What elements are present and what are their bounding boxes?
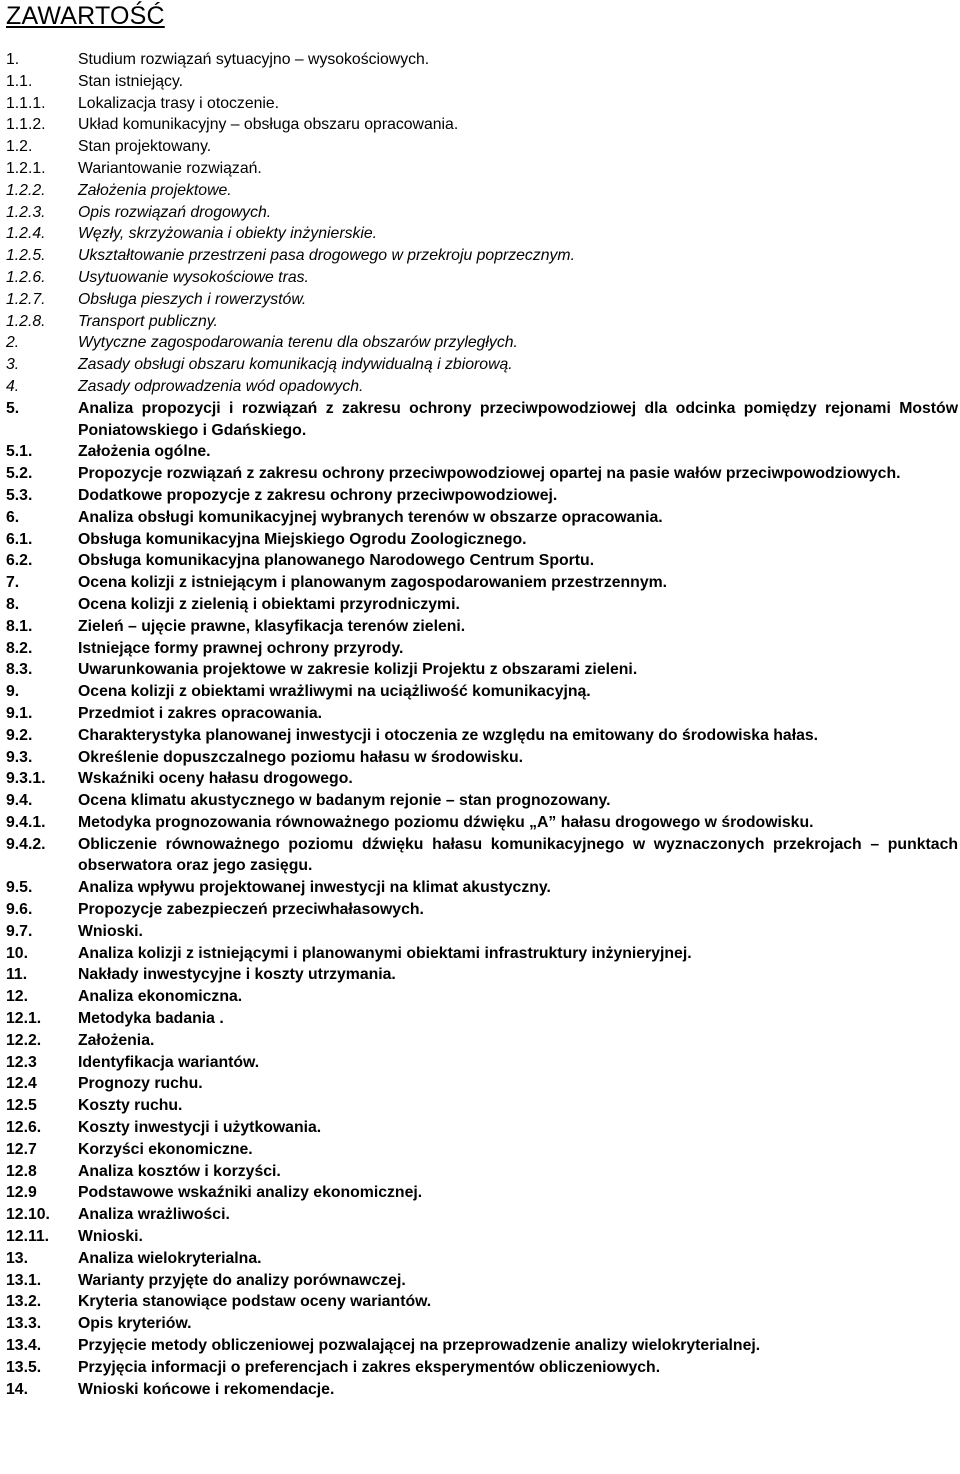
toc-entry-title: Opis kryteriów. (78, 1315, 192, 1333)
toc-entry-number: 9.3.1. (6, 770, 46, 788)
toc-entry (0, 1357, 960, 1379)
toc-entry-title: Ukształtowanie przestrzeni pasa drogowego w przekroju poprzecznym. (78, 247, 575, 265)
toc-entry (0, 49, 960, 71)
toc-entry-number: 12. (6, 988, 28, 1006)
toc-entry-title: Obsługa komunikacyjna Miejskiego Ogrodu Zoologicznego. (78, 530, 527, 548)
toc-entry-number: 1.2.4. (6, 225, 46, 243)
toc-entry-title: Istniejące formy prawnej ochrony przyrody. (78, 639, 404, 657)
toc-entry-number: 1.2.5. (6, 247, 46, 265)
toc-entry (0, 550, 960, 572)
toc-entry (0, 202, 960, 224)
toc-entry-number: 8.1. (6, 617, 33, 635)
toc-entry-number: 1.2.6. (6, 268, 46, 286)
toc-entry-title: Podstawowe wskaźniki analizy ekonomicznej. (78, 1184, 423, 1202)
toc-entry-number: 6.2. (6, 552, 33, 570)
toc-entry-number: 5.1. (6, 443, 33, 461)
toc-entry (0, 245, 960, 267)
toc-entry-title: Wnioski. (78, 922, 143, 940)
toc-entry (0, 180, 960, 202)
toc-entry-number: 1.2. (6, 138, 33, 156)
toc-entry-number: 7. (6, 574, 20, 592)
toc-entry-title: Wnioski. (78, 1228, 143, 1246)
toc-entry-title: Wariantowanie rozwiązań. (78, 159, 262, 177)
toc-entry-title: Wytyczne zagospodarowania terenu dla obszarów przyległych. (78, 334, 518, 352)
toc-entry (0, 332, 960, 354)
toc-entry-number: 14. (6, 1380, 28, 1398)
toc-entry-title: Przyjęcia informacji o preferencjach i zakres eksperymentów obliczeniowych. (78, 1358, 661, 1376)
toc-entry-title: Usytuowanie wysokościowe tras. (78, 268, 309, 286)
toc-entry-title: Węzły, skrzyżowania i obiekty inżynierskie. (78, 225, 378, 243)
toc-entry (0, 1270, 960, 1292)
toc-entry (0, 1204, 960, 1226)
toc-entry-title: Transport publiczny. (78, 312, 218, 330)
toc-entry-title: Analiza kosztów i korzyści. (78, 1162, 281, 1180)
toc-entry (0, 790, 960, 812)
toc-entry-title: Studium rozwiązań sytuacyjno – wysokościowych. (78, 51, 430, 68)
toc-entry-number: 1.2.1. (6, 159, 46, 177)
table-of-contents (0, 49, 960, 1400)
toc-entry (0, 463, 960, 485)
toc-entry-number: 9.5. (6, 879, 33, 897)
toc-entry-number: 12.6. (6, 1119, 42, 1137)
toc-entry-title: Wskaźniki oceny hałasu drogowego. (78, 770, 353, 788)
toc-entry (0, 267, 960, 289)
toc-entry (0, 311, 960, 333)
toc-entry-number: 9.4.1. (6, 813, 46, 831)
toc-entry-title: Analiza wielokryterialna. (78, 1249, 262, 1267)
toc-entry-number: 4. (6, 377, 20, 395)
toc-entry-number: 9.4. (6, 792, 33, 810)
toc-entry-number: 5. (6, 399, 20, 417)
toc-entry-title: Metodyka prognozowania równoważnego poziomu dźwięku „A” hałasu drogowego w środowisku. (78, 813, 814, 831)
toc-entry-number: 12.4 (6, 1075, 37, 1093)
toc-entry (0, 768, 960, 790)
toc-entry (0, 376, 960, 398)
toc-entry-title: Założenia. (78, 1031, 155, 1049)
toc-entry-title: Określenie dopuszczalnego poziomu hałasu w środowisku. (78, 748, 524, 766)
toc-entry (0, 616, 960, 638)
toc-entry (0, 594, 960, 616)
toc-entry-number: 9.6. (6, 901, 33, 919)
toc-entry-number: 9.7. (6, 922, 33, 940)
toc-entry-title: Obliczenie równoważnego poziomu dźwięku hałasu komunikacyjnego w wyznaczonych przekrojach – punktach obserwatora oraz jego zasięgu. (78, 835, 958, 875)
toc-entry-number: 2. (6, 334, 20, 352)
toc-entry (0, 289, 960, 311)
toc-entry (0, 1052, 960, 1074)
toc-entry-number: 1.2.3. (6, 203, 46, 221)
toc-entry (0, 93, 960, 115)
toc-entry (0, 812, 960, 834)
toc-entry-title: Nakłady inwestycyjne i koszty utrzymania. (78, 966, 396, 984)
toc-entry-title: Ocena kolizji z obiektami wrażliwymi na uciążliwość komunikacyjną. (78, 683, 591, 701)
toc-entry-number: 1.1.1. (6, 94, 46, 112)
toc-entry-title: Analiza propozycji i rozwiązań z zakresu ochrony przeciwpowodziowej dla odcinka pomiędzy rejonami Mostów Poniatowskiego i Gdańskiego. (78, 399, 958, 439)
toc-entry-title: Metodyka badania . (78, 1010, 224, 1028)
toc-entry-number: 13.2. (6, 1293, 42, 1311)
toc-entry-number: 12.7 (6, 1140, 37, 1158)
toc-entry-title: Analiza wrażliwości. (78, 1206, 230, 1224)
toc-entry-number: 12.10. (6, 1206, 50, 1224)
toc-entry-number: 8.2. (6, 639, 33, 657)
toc-entry-number: 13.5. (6, 1358, 42, 1376)
toc-entry (0, 964, 960, 986)
toc-entry-number: 9. (6, 683, 20, 701)
toc-entry (0, 943, 960, 965)
toc-entry-title: Zasady odprowadzenia wód opadowych. (78, 377, 364, 395)
toc-entry-title: Analiza kolizji z istniejącymi i planowanymi obiektami infrastruktury inżynieryjnej. (78, 944, 692, 962)
toc-entry (0, 1095, 960, 1117)
toc-entry-title: Ocena kolizji z zielenią i obiektami przyrodniczymi. (78, 595, 460, 613)
toc-entry (0, 158, 960, 180)
toc-entry-title: Stan projektowany. (78, 138, 212, 156)
toc-entry-number: 1.2.8. (6, 312, 46, 330)
toc-entry-title: Zieleń – ujęcie prawne, klasyfikacja terenów zieleni. (78, 617, 466, 635)
toc-entry-number: 1. (6, 51, 20, 68)
toc-entry (0, 899, 960, 921)
toc-entry-title: Przyjęcie metody obliczeniowej pozwalającej na przeprowadzenie analizy wielokryterialnej. (78, 1337, 761, 1355)
toc-entry-number: 8. (6, 595, 20, 613)
toc-entry-title: Koszty ruchu. (78, 1097, 183, 1115)
toc-entry-title: Układ komunikacyjny – obsługa obszaru opracowania. (78, 116, 459, 134)
toc-entry-title: Identyfikacja wariantów. (78, 1053, 260, 1071)
toc-entry-title: Zasady obsługi obszaru komunikacją indywidualną i zbiorową. (78, 356, 513, 374)
toc-entry (0, 223, 960, 245)
toc-entry (0, 354, 960, 376)
toc-entry-number: 12.5 (6, 1097, 37, 1115)
toc-entry (0, 441, 960, 463)
toc-entry-title: Analiza obsługi komunikacyjnej wybranych terenów w obszarze opracowania. (78, 508, 663, 526)
toc-entry (0, 1073, 960, 1095)
toc-entry (0, 485, 960, 507)
toc-entry (0, 659, 960, 681)
toc-entry-title: Analiza wpływu projektowanej inwestycji na klimat akustyczny. (78, 879, 551, 897)
toc-entry-number: 9.2. (6, 726, 33, 744)
toc-entry (0, 114, 960, 136)
toc-entry-title: Obsługa pieszych i rowerzystów. (78, 290, 307, 308)
toc-entry-title: Opis rozwiązań drogowych. (78, 203, 272, 221)
toc-entry-title: Warianty przyjęte do analizy porównawczej. (78, 1271, 406, 1289)
toc-entry-title: Charakterystyka planowanej inwestycji i otoczenia ze względu na emitowany do środowiska hałas. (78, 726, 819, 744)
toc-entry-title: Założenia ogólne. (78, 443, 211, 461)
toc-entry-number: 13.1. (6, 1271, 42, 1289)
toc-entry-title: Założenia projektowe. (78, 181, 232, 199)
toc-entry (0, 1248, 960, 1270)
toc-entry-title: Ocena kolizji z istniejącym i planowanym zagospodarowaniem przestrzennym. (78, 574, 668, 592)
toc-entry (0, 529, 960, 551)
toc-entry-number: 1.1.2. (6, 116, 46, 134)
toc-entry-number: 11. (6, 966, 28, 984)
toc-entry-title: Prognozy ruchu. (78, 1075, 203, 1093)
toc-entry-number: 5.2. (6, 465, 33, 483)
toc-entry-number: 9.3. (6, 748, 33, 766)
toc-entry (0, 747, 960, 769)
toc-entry (0, 1008, 960, 1030)
toc-entry-number: 12.3 (6, 1053, 37, 1071)
toc-entry-number: 6.1. (6, 530, 33, 548)
toc-entry (0, 681, 960, 703)
toc-entry-title: Uwarunkowania projektowe w zakresie kolizji Projektu z obszarami zieleni. (78, 661, 638, 679)
toc-entry (0, 703, 960, 725)
toc-entry (0, 136, 960, 158)
toc-entry-number: 1.2.2. (6, 181, 46, 199)
toc-entry-number: 12.1. (6, 1010, 42, 1028)
toc-entry (0, 1139, 960, 1161)
toc-entry-number: 3. (6, 356, 20, 374)
toc-entry (0, 921, 960, 943)
toc-entry-number: 1.1. (6, 72, 33, 90)
toc-entry-number: 10. (6, 944, 28, 962)
toc-entry-title: Ocena klimatu akustycznego w badanym rejonie – stan prognozowany. (78, 792, 611, 810)
toc-entry (0, 1030, 960, 1052)
toc-entry-title: Analiza ekonomiczna. (78, 988, 243, 1006)
toc-entry-title: Przedmiot i zakres opracowania. (78, 704, 323, 722)
toc-entry (0, 1379, 960, 1401)
toc-entry (0, 638, 960, 660)
page-title: ZAWARTOŚĆ (6, 2, 165, 30)
toc-entry (0, 1161, 960, 1183)
toc-entry-number: 13. (6, 1249, 28, 1267)
toc-entry (0, 834, 960, 878)
toc-entry (0, 1313, 960, 1335)
toc-entry-title: Propozycje zabezpieczeń przeciwhałasowych. (78, 901, 424, 919)
toc-entry-title: Propozycje rozwiązań z zakresu ochrony przeciwpowodziowej opartej na pasie wałów przeciwpowodziowych. (78, 465, 901, 483)
toc-entry-number: 8.3. (6, 661, 33, 679)
toc-entry (0, 572, 960, 594)
toc-entry (0, 507, 960, 529)
toc-entry (0, 398, 960, 442)
toc-entry-title: Kryteria stanowiące podstaw oceny wariantów. (78, 1293, 432, 1311)
toc-entry (0, 877, 960, 899)
toc-entry (0, 1117, 960, 1139)
toc-entry (0, 71, 960, 93)
toc-entry-number: 12.2. (6, 1031, 42, 1049)
toc-entry-number: 13.3. (6, 1315, 42, 1333)
toc-entry-title: Wnioski końcowe i rekomendacje. (78, 1380, 335, 1398)
toc-entry-number: 9.4.2. (6, 835, 46, 853)
toc-entry-number: 13.4. (6, 1337, 42, 1355)
toc-entry-number: 12.11. (6, 1228, 50, 1246)
toc-entry-number: 6. (6, 508, 20, 526)
toc-entry (0, 725, 960, 747)
toc-entry-title: Stan istniejący. (78, 72, 184, 90)
toc-entry-title: Lokalizacja trasy i otoczenie. (78, 94, 280, 112)
toc-entry (0, 1226, 960, 1248)
toc-entry-number: 1.2.7. (6, 290, 46, 308)
toc-entry (0, 1182, 960, 1204)
toc-entry-number: 5.3. (6, 486, 33, 504)
toc-entry (0, 1291, 960, 1313)
toc-entry-number: 12.8 (6, 1162, 37, 1180)
toc-entry-title: Obsługa komunikacyjna planowanego Narodowego Centrum Sportu. (78, 552, 595, 570)
toc-entry-title: Koszty inwestycji i użytkowania. (78, 1119, 322, 1137)
toc-entry (0, 986, 960, 1008)
toc-entry-title: Korzyści ekonomiczne. (78, 1140, 253, 1158)
toc-entry-number: 12.9 (6, 1184, 37, 1202)
toc-entry (0, 1335, 960, 1357)
toc-entry-title: Dodatkowe propozycje z zakresu ochrony przeciwpowodziowej. (78, 486, 558, 504)
toc-entry-number: 9.1. (6, 704, 33, 722)
